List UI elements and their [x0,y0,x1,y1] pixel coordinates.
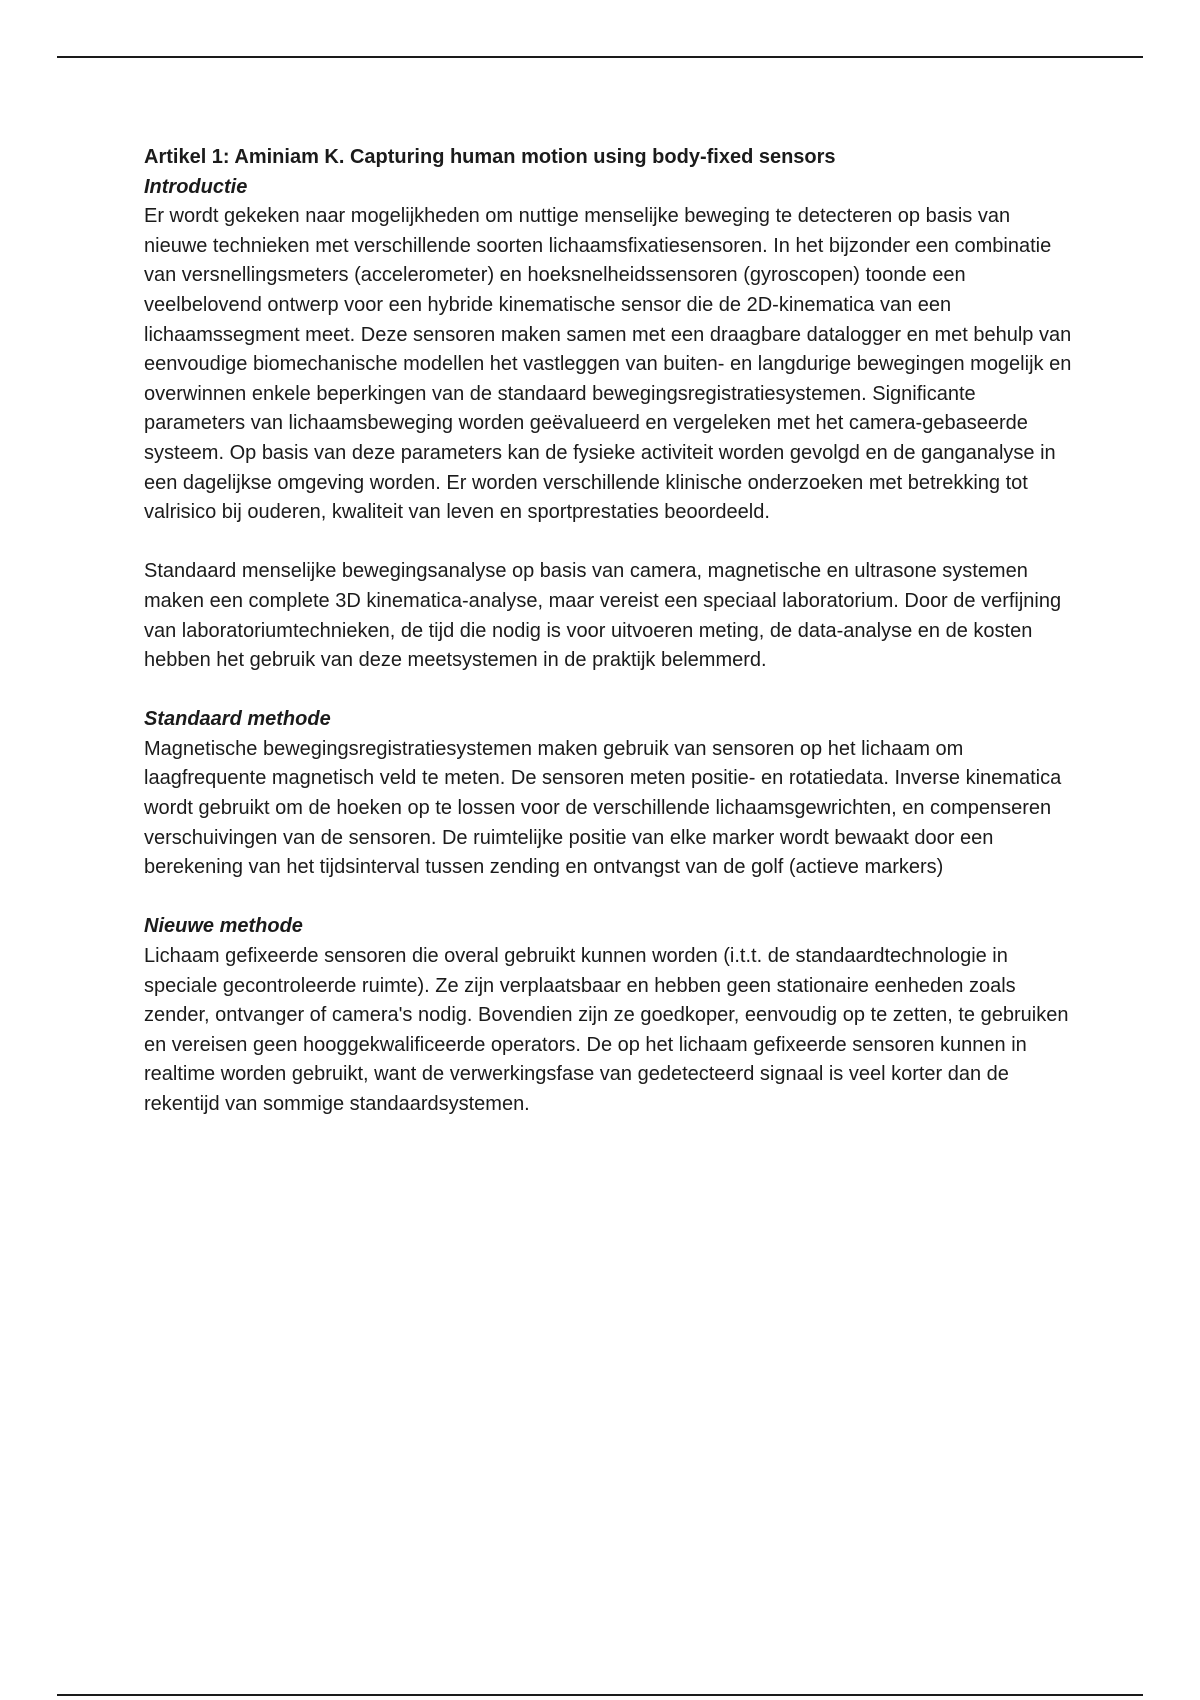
heading-introductie: Introductie [144,175,248,198]
paragraph-spacer [144,676,1074,706]
heading-standaard-methode: Standaard methode [144,708,331,731]
intro-paragraph-1: Er wordt gekeken naar mogelijkheden om nuttige menselijke beweging te detecteren op basis van nieuwe technieken met verschillende soorten lichaamsfixatiesensoren. In het bijzonder een combinatie van versnellingsmeters (accelerometer) en hoeksnelheidssensoren (gyroscopen) toonde een veelbelovend ontwerp voor een hybride kinematische sensor die de 2D-kinematica van een lichaamssegment meet. Deze sensoren maken samen met een draagbare datalogger en met behulp van eenvoudige biomechanische modellen het vastleggen van buiten- en langdurige bewegingen mogelijk en overwinnen enkele beperkingen van de standaard bewegingsregistratiesystemen. Significante parameters van lichaamsbeweging worden geëvalueerd en vergeleken met het camera-gebaseerde systeem. Op basis van deze parameters kan de fysieke activiteit worden gevolgd en de ganganalyse in een dagelijkse omgeving worden. Er worden verschillende klinische onderzoeken met betrekking tot valrisico bij ouderen, kwaliteit van leven en sportprestaties beoordeeld. [144,205,1072,524]
bottom-horizontal-rule [57,1694,1143,1696]
heading-nieuwe-methode: Nieuwe methode [144,915,303,938]
document-title: Artikel 1: Aminiam K. Capturing human motion using body-fixed sensors [144,146,836,168]
paragraph-spacer [144,528,1074,558]
nieuwe-methode-paragraph: Lichaam gefixeerde sensoren die overal gebruikt kunnen worden (i.t.t. de standaardtechnologie in speciale gecontroleerde ruimte). Ze zijn verplaatsbaar en hebben geen stationaire eenheden zoals zender, ontvanger of camera's nodig. Bovendien zijn ze goedkoper, eenvoudig op te zetten, te gebruiken en vereisen geen hooggekwalificeerde operators. De op het lichaam gefixeerde sensoren kunnen in realtime worden gebruikt, want de verwerkingsfase van gedetecteerd signaal is veel korter dan de rekentijd van sommige standaardsystemen. [144,945,1069,1115]
document-body [144,143,1074,1120]
top-horizontal-rule [57,56,1143,58]
paragraph-spacer [144,883,1074,913]
standaard-methode-paragraph: Magnetische bewegingsregistratiesystemen maken gebruik van sensoren op het lichaam om laagfrequente magnetisch veld te meten. De sensoren meten positie- en rotatiedata. Inverse kinematica wordt gebruikt om de hoeken op te lossen voor de verschillende lichaamsgewrichten, en compenseren verschuivingen van de sensoren. De ruimtelijke positie van elke marker wordt bewaakt door een berekening van het tijdsinterval tussen zending en ontvangst van de golf (actieve markers) [144,737,1062,879]
intro-paragraph-2: Standaard menselijke bewegingsanalyse op basis van camera, magnetische en ultrasone systemen maken een complete 3D kinematica-analyse, maar vereist een speciaal laboratorium. Door de verfijning van laboratoriumtechnieken, de tijd die nodig is voor uitvoeren meting, de data-analyse en de kosten hebben het gebruik van deze meetsystemen in de praktijk belemmerd. [144,560,1062,672]
